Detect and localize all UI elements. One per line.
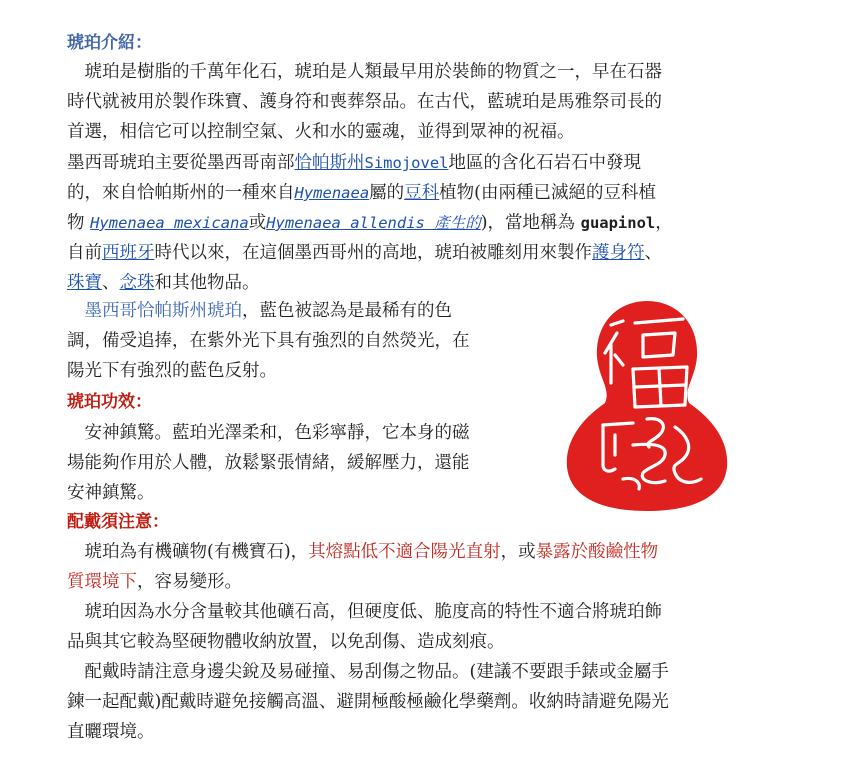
effects-line-1: 安神鎮驚。藍珀光澤柔和，色彩寧靜，它本身的磁	[84, 423, 470, 443]
intro-p2-line-1: 墨西哥琥珀主要從墨西哥南部恰帕斯州Simojovel地區的含化石岩石中發現	[67, 153, 641, 173]
effects-line-3: 安神鎮驚。	[67, 483, 155, 503]
caution-p2-line-2: 品與其它較為堅硬物體收納放置，以免刮傷、造成刻痕。	[67, 632, 505, 652]
link-hymenaea-mexicana[interactable]: Hymenaea mexicana	[90, 214, 249, 232]
intro-p1-line-2: 時代就被用於製作珠寶、護身符和喪葬祭品。在古代，藍琥珀是馬雅祭司長的	[67, 92, 662, 112]
intro-p2-line-4: 自前西班牙時代以來，在這個墨西哥州的高地，琥珀被雕刻用來製作護身符、	[67, 243, 662, 263]
caution-p1-line-2: 質環境下，容易變形。	[67, 572, 242, 592]
caution-p3-line-2: 鍊一起配戴)配戴時避免接觸高溫、避開極酸極鹼化學藥劑。收納時請避免陽光	[67, 692, 669, 712]
intro-p1-line-1: 琥珀是樹脂的千萬年化石，琥珀是人類最早用於裝飾的物質之一，早在石器	[84, 62, 662, 82]
guapinol-term: guapinol	[580, 214, 656, 232]
fortune-seal-icon	[563, 295, 731, 513]
link-simojovel[interactable]: Simojovel	[364, 154, 449, 172]
link-spain[interactable]: 西班牙	[102, 243, 155, 263]
intro-p2-line-5: 珠寶、念珠和其他物品。	[67, 273, 260, 293]
link-hymenaea[interactable]: Hymenaea	[294, 184, 370, 202]
intro-p1-line-3: 首選，相信它可以控制空氣、火和水的靈魂，並得到眾神的祝福。	[67, 122, 575, 142]
caution-heading: 配戴須注意：	[67, 512, 169, 532]
effects-line-2: 場能夠作用於人體，放鬆緊張情緒，緩解壓力，還能	[67, 453, 470, 473]
caution-p3-line-1: 配戴時請注意身邊尖銳及易碰撞、易刮傷之物品。(建議不要跟手錶或金屬手	[84, 662, 669, 682]
intro-p3-line-3: 陽光下有強烈的藍色反射。	[67, 361, 277, 381]
link-legume[interactable]: 豆科	[404, 183, 440, 203]
link-amulet[interactable]: 護身符	[592, 243, 645, 263]
intro-p3-line-1: 墨西哥恰帕斯州琥珀，藍色被認為是最稀有的色	[84, 301, 452, 321]
caution-p2-line-1: 琥珀因為水分含量較其他礦石高，但硬度低、脆度高的特性不適合將琥珀飾	[84, 602, 662, 622]
caution-p3-line-3: 直曬環境。	[67, 722, 155, 742]
link-rosary[interactable]: 念珠	[119, 273, 155, 293]
link-jewelry[interactable]: 珠寶	[67, 273, 102, 293]
link-chiapas[interactable]: 恰帕斯州	[294, 153, 365, 173]
caution-p1-line-1: 琥珀為有機礦物(有機寶石)，其熔點低不適合陽光直射，或暴露於酸鹼性物	[84, 542, 659, 562]
intro-heading: 琥珀介紹：	[67, 33, 152, 53]
link-hymenaea-allendis[interactable]: Hymenaea allendis 產生的	[266, 214, 481, 232]
intro-p2-line-3: 物 Hymenaea mexicana或Hymenaea allendis 產生的)，當地稱為 guapinol，	[67, 213, 673, 233]
effects-heading: 琥珀功效：	[67, 392, 152, 412]
intro-p2-line-2: 的，來自恰帕斯州的一種來自Hymenaea屬的豆科植物(由兩種已滅絕的豆科植	[67, 183, 656, 203]
intro-p3-line-2: 調，備受追捧，在紫外光下具有強烈的自然熒光，在	[67, 331, 470, 351]
